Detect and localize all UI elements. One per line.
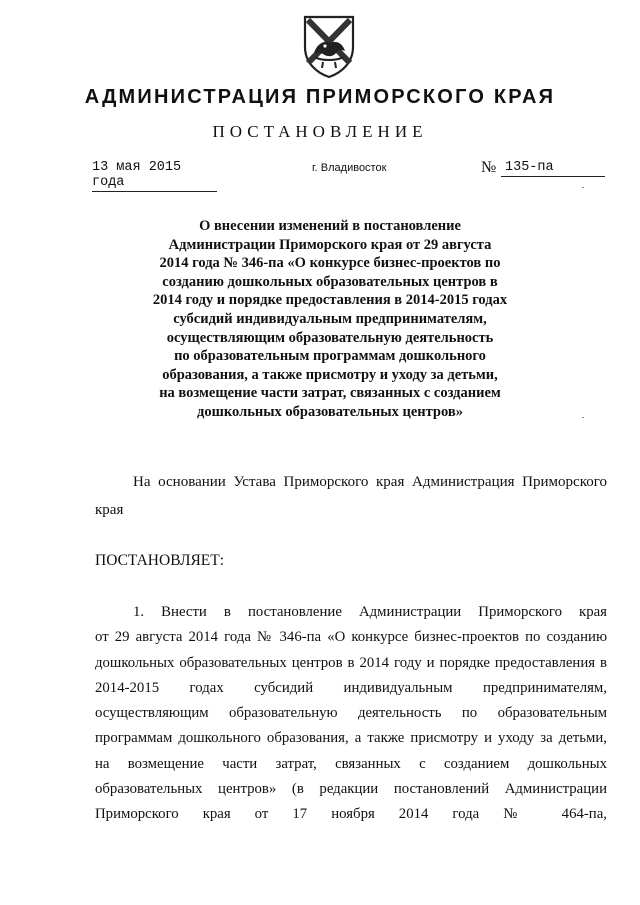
subject-line: осуществляющим образовательную деятельность: [166, 329, 494, 346]
item-1-paragraph: [95, 600, 607, 828]
document-number: 135-па: [501, 160, 605, 177]
basis-paragraph: [95, 468, 607, 524]
paragraph-line: образовательных центров» (в редакции постановлений Администрации: [95, 781, 607, 798]
document-city: г. Владивосток: [312, 162, 387, 174]
document-date: 13 мая 2015 года: [92, 160, 217, 192]
document-meta: [0, 159, 640, 190]
document-subject: [140, 217, 520, 422]
paragraph-line: 2014-2015 годах субсидий индивидуальным предпринимателям,: [95, 679, 607, 696]
subject-line: на возмещение части затрат, связанных с созданием: [159, 385, 501, 402]
scan-speck: [582, 417, 584, 418]
subject-line: субсидий индивидуальным предпринимателям,: [173, 310, 487, 327]
paragraph-line: на возмещение части затрат, связанных с созданием дошкольных: [95, 755, 607, 772]
subject-line: по образовательным программам дошкольного: [174, 348, 486, 365]
subject-line: созданию дошкольных образовательных центров в: [162, 273, 498, 290]
paragraph-line: программам дошкольного образования, а также присмотру и уходу за детьми,: [95, 730, 607, 747]
number-sign: №: [481, 159, 497, 176]
subject-line: 2014 году и порядке предоставления в 2014-2015 годах: [152, 292, 508, 309]
paragraph-line: от 29 августа 2014 года № 346-па «О конкурсе бизнес-проектов по созданию: [95, 629, 607, 646]
paragraph-line: 1. Внести в постановление Администрации Приморского края: [133, 604, 607, 620]
basis-line: края: [95, 502, 124, 518]
document-type: ПОСТАНОВЛЕНИЕ: [212, 122, 428, 141]
paragraph-line: осуществляющим образовательную деятельность по образовательным: [95, 705, 607, 722]
coat-of-arms-emblem: [301, 13, 357, 79]
ordering-word: ПОСТАНОВЛЯЕТ:: [95, 552, 225, 569]
scan-speck: [582, 187, 584, 188]
subject-line: Администрации Приморского края от 29 августа: [168, 236, 492, 253]
subject-line: 2014 года № 346-па «О конкурсе бизнес-проектов по: [159, 255, 501, 272]
subject-line: дошкольных образовательных центров»: [197, 403, 463, 420]
subject-line: образования, а также присмотру и уходу за детьми,: [162, 366, 498, 383]
basis-line: На основании Устава Приморского края Администрация Приморского: [133, 474, 607, 490]
subject-line: О внесении изменений в постановление: [199, 218, 461, 234]
paragraph-line: Приморского края от 17 ноября 2014 года № 464-па,: [95, 806, 607, 823]
paragraph-line: дошкольных образовательных центров в 2014 году и порядке предоставления в: [95, 654, 607, 671]
organization-title: АДМИНИСТРАЦИЯ ПРИМОРСКОГО КРАЯ: [84, 86, 556, 108]
